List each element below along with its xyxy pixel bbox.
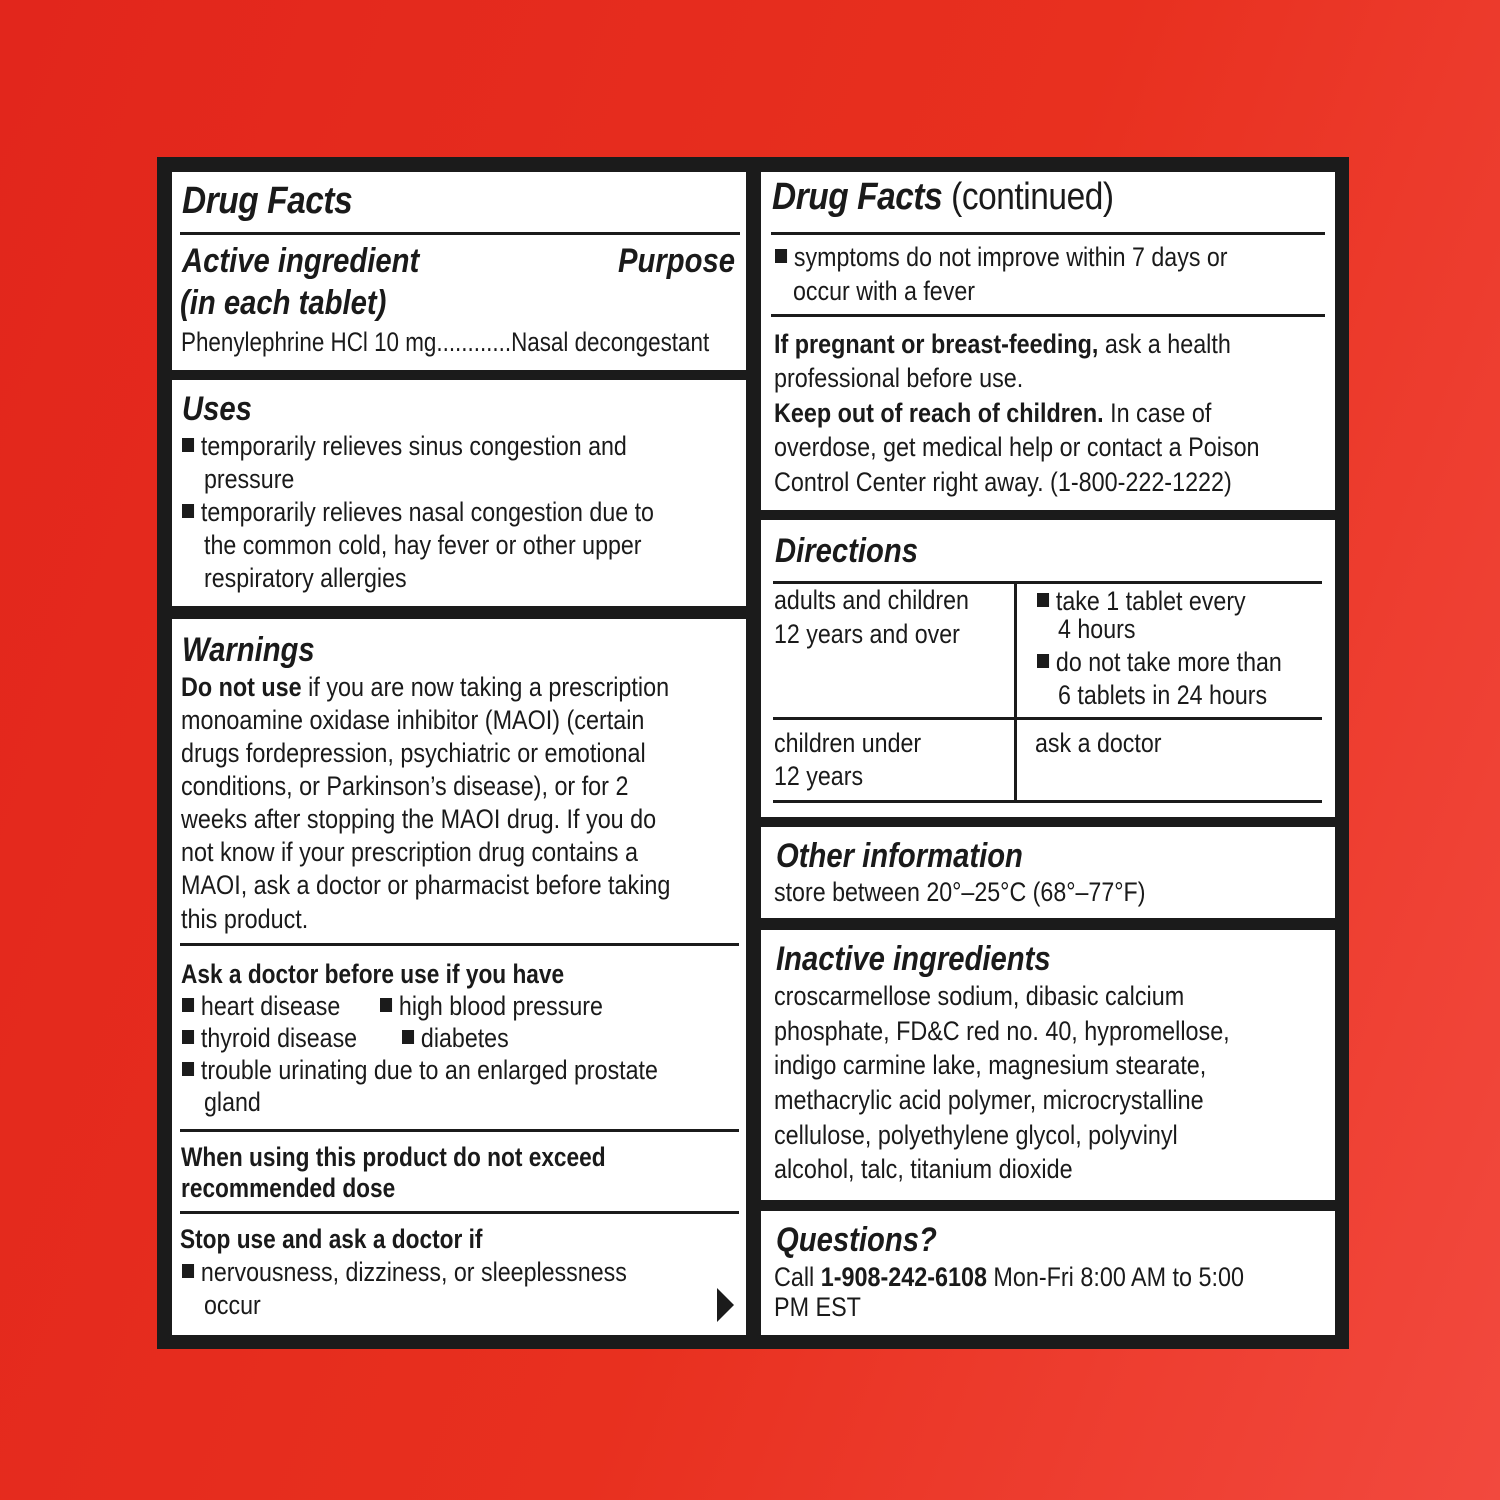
uses-heading: Uses: [182, 390, 252, 428]
bullet-icon: [775, 249, 787, 263]
inactive-ingredients-line: croscarmellose sodium, dibasic calcium: [774, 981, 1185, 1011]
uses-item-1-cont: pressure: [204, 464, 295, 494]
drug-facts-title: Drug Facts: [182, 180, 353, 222]
ask-item-prostate: trouble urinating due to an enlarged prostate: [200, 1055, 658, 1085]
keep-out-label: Keep out of reach of children.: [774, 398, 1104, 428]
directions-adults-dose-cont: 4 hours: [1058, 614, 1136, 644]
continued-box: [761, 172, 1335, 510]
inactive-ingredients-line: cellulose, polyethylene glycol, polyvinyl: [774, 1120, 1178, 1150]
ask-item-diabetes: diabetes: [420, 1023, 509, 1053]
ask-item-bp: high blood pressure: [398, 991, 603, 1021]
pregnant-label: If pregnant or breast-feeding,: [774, 329, 1099, 359]
pregnant-text-cont: professional before use.: [774, 363, 1024, 393]
uses-box: [172, 380, 746, 606]
call-label: Call: [774, 1262, 821, 1292]
uses-item-1: temporarily relieves sinus congestion and: [200, 431, 627, 461]
keep-out-text-cont: overdose, get medical help or contact a Poison: [774, 432, 1260, 462]
storage-text: store between 20°–25°C (68°–77°F): [774, 877, 1146, 907]
bullet-icon: [182, 1030, 194, 1044]
purpose-heading: Purpose: [618, 242, 736, 280]
continued-item: symptoms do not improve within 7 days or: [793, 242, 1228, 272]
when-using-text: When using this product do not exceed: [181, 1142, 606, 1172]
warnings-line: MAOI, ask a doctor or pharmacist before taking: [181, 870, 671, 900]
questions-heading: Questions?: [776, 1221, 937, 1259]
directions-children-dose: ask a doctor: [1035, 728, 1162, 758]
warnings-heading: Warnings: [182, 631, 315, 669]
continued-label: (continued): [951, 176, 1114, 218]
directions-children-label-cont: 12 years: [774, 761, 864, 791]
continued-item-cont: occur with a fever: [793, 276, 975, 306]
do-not-use-label: Do not use: [181, 672, 302, 702]
active-ingredient-box: [172, 172, 746, 370]
directions-adults-limit: do not take more than: [1055, 647, 1282, 677]
ask-item-prostate-cont: gland: [204, 1087, 261, 1117]
directions-adults-dose: take 1 tablet every: [1055, 586, 1246, 616]
directions-children-label: children under: [774, 728, 922, 758]
stop-use-heading: Stop use and ask a doctor if: [180, 1224, 483, 1254]
inactive-ingredients-line: indigo carmine lake, magnesium stearate,: [774, 1050, 1207, 1080]
warnings-line: this product.: [181, 904, 309, 934]
ask-doctor-heading: Ask a doctor before use if you have: [181, 959, 565, 989]
directions-adults-label-cont: 12 years and over: [774, 619, 960, 649]
poison-control-text: Control Center right away. (1-800-222-1222): [774, 467, 1232, 497]
warnings-box: [172, 619, 746, 1335]
inactive-ingredients-line: alcohol, talc, titanium dioxide: [774, 1154, 1073, 1184]
directions-heading: Directions: [775, 532, 918, 570]
questions-box: [761, 1211, 1335, 1335]
warnings-line: monoamine oxidase inhibitor (MAOI) (certain: [181, 705, 645, 735]
continued-arrow-icon: [717, 1288, 734, 1322]
ask-item-heart: heart disease: [200, 991, 341, 1021]
warnings-line: drugs fordepression, psychiatric or emotional: [181, 738, 646, 768]
bullet-icon: [182, 998, 194, 1012]
bullet-icon: [182, 438, 194, 452]
pregnant-text: ask a health: [1098, 329, 1231, 359]
active-ingredient-subheading: (in each tablet): [180, 284, 387, 322]
hours-text-cont: PM EST: [774, 1292, 861, 1322]
phone-number: 1-908-242-6108: [820, 1262, 987, 1292]
directions-box: [761, 520, 1335, 817]
uses-item-2: temporarily relieves nasal congestion due to: [200, 497, 654, 527]
warnings-line: weeks after stopping the MAOI drug. If you do: [181, 804, 657, 834]
other-information-heading: Other information: [776, 837, 1023, 875]
hours-text: Mon-Fri 8:00 AM to 5:00: [986, 1262, 1244, 1292]
inactive-ingredients-line: methacrylic acid polymer, microcrystalline: [774, 1085, 1204, 1115]
bullet-icon: [1037, 654, 1049, 668]
drug-facts-continued-title: Drug Facts: [772, 176, 943, 218]
stop-use-item-cont: occur: [204, 1290, 261, 1320]
warnings-line: conditions, or Parkinson’s disease), or for 2: [181, 771, 629, 801]
uses-item-2-cont2: respiratory allergies: [204, 563, 407, 593]
directions-adults-limit-cont: 6 tablets in 24 hours: [1058, 680, 1268, 710]
inactive-ingredients-box: [761, 930, 1335, 1200]
bullet-icon: [402, 1030, 414, 1044]
uses-item-2-cont: the common cold, hay fever or other upper: [204, 530, 642, 560]
bullet-icon: [182, 1062, 194, 1076]
bullet-icon: [182, 504, 194, 518]
inactive-ingredients-line: phosphate, FD&C red no. 40, hypromellose,: [774, 1016, 1230, 1046]
active-ingredient-heading: Active ingredient: [182, 242, 420, 280]
other-information-box: [761, 827, 1335, 918]
keep-out-text: In case of: [1103, 398, 1212, 428]
stop-use-item: nervousness, dizziness, or sleeplessness: [200, 1257, 627, 1287]
bullet-icon: [182, 1264, 194, 1278]
inactive-ingredients-heading: Inactive ingredients: [776, 940, 1051, 978]
directions-adults-label: adults and children: [774, 585, 969, 615]
ask-item-thyroid: thyroid disease: [200, 1023, 358, 1053]
bullet-icon: [1037, 593, 1049, 607]
warnings-line: not know if your prescription drug contains a: [181, 837, 638, 867]
bullet-icon: [380, 998, 392, 1012]
ingredient-row: Phenylephrine HCl 10 mg............Nasal decongestant: [181, 327, 710, 357]
do-not-use-text: if you are now taking a prescription: [301, 672, 670, 702]
when-using-text-cont: recommended dose: [181, 1173, 396, 1203]
